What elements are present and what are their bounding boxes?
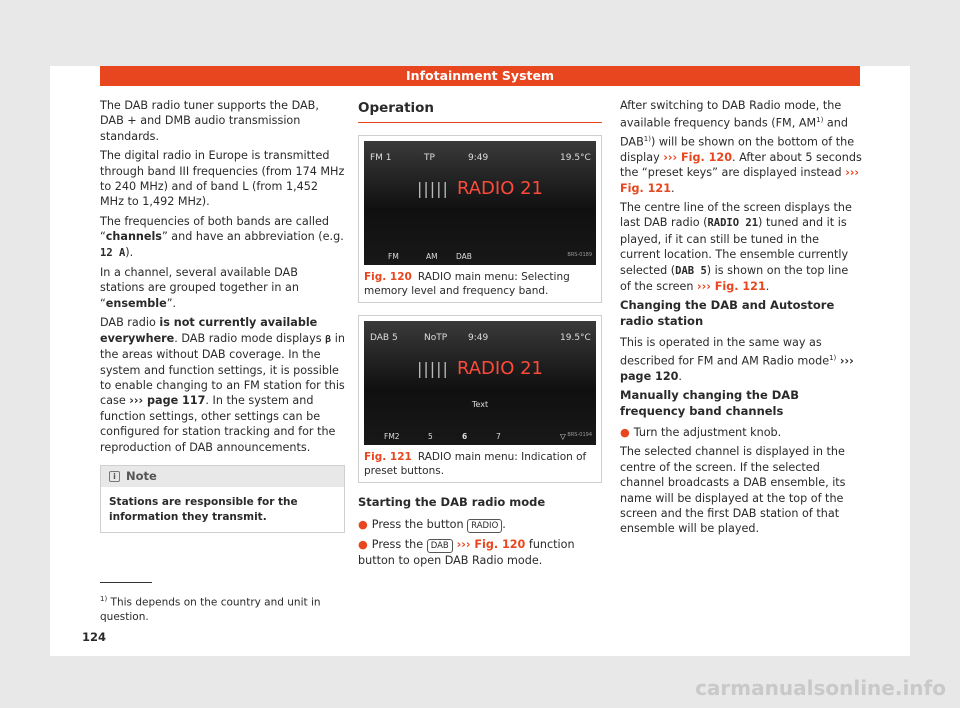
signal-bars-icon: |||||	[416, 179, 449, 199]
dab-key: DAB	[427, 539, 453, 553]
column-middle	[358, 98, 602, 572]
info-icon: i	[109, 471, 120, 482]
subheading: Manually changing the DAB frequency band channels	[620, 388, 799, 418]
station-name: ||||| RADIO 21	[416, 358, 543, 380]
bullet-item: ● Turn the adjustment knob.	[620, 425, 782, 439]
subheading: Changing the DAB and Autostore radio station	[620, 298, 835, 328]
function-buttons: FM AM DAB	[388, 252, 472, 262]
signal-bars-icon: |||||	[416, 359, 449, 379]
radio-screen-image: FM 1 TP 9:49 19.5°C ||||| RADIO 21 FM AM DAB BRS-0189	[364, 141, 596, 265]
subheading: Starting the DAB radio mode	[358, 495, 546, 510]
station-name: ||||| RADIO 21	[416, 178, 543, 200]
footnote-divider	[100, 582, 152, 583]
figure-link[interactable]: ››› Fig. 120	[452, 537, 526, 551]
note-header: i Note	[101, 466, 344, 487]
figure-link[interactable]: ››› Fig. 120	[663, 150, 732, 164]
paragraph: The selected channel is displayed in the centre of the screen. If the selected channel broadcasts a DAB ensemble, its name will be displayed at the top of the screen and the first DAB station of that ensemble will be played.	[620, 445, 846, 536]
paragraph: The frequencies of both bands are called “channels” and have an abbreviation (e.g. 12 A).	[100, 214, 344, 259]
page-link[interactable]: ››› page 117	[129, 394, 206, 408]
figure-caption: Fig. 121 RADIO main menu: Indication of preset buttons.	[364, 451, 587, 477]
no-signal-icon: 𝛃	[325, 333, 332, 345]
page-number: 124	[82, 630, 107, 644]
figure-link[interactable]: ››› Fig. 121	[697, 279, 766, 293]
radio-key: RADIO	[467, 519, 502, 533]
footnote: $^{1)}$ This depends on the country and unit in question.	[100, 595, 321, 623]
bullet-item: ● Press the button RADIO .	[358, 517, 506, 531]
paragraph: In a channel, several available DAB stations are grouped together in an “ensemble”.	[100, 266, 299, 310]
paragraph: DAB radio is not currently available everywhere. DAB radio mode displays 𝛃 in the areas without DAB coverage. In the system and function settings, it is possible to enable changing to an FM station for this case ››› page 117. In the system and function settings, other settings can be configured for station tracking and for the reproduction of DAB announcements.	[100, 316, 345, 454]
chapter-header: Infotainment System	[100, 66, 860, 86]
down-arrow-icon: ▽	[560, 432, 566, 442]
watermark: carmanualsonline.info	[695, 676, 946, 700]
page-link[interactable]: ››› page 120	[620, 354, 854, 383]
paragraph: The DAB radio tuner supports the DAB, DAB + and DMB audio transmission standards.	[100, 99, 319, 143]
paragraph: The digital radio in Europe is transmitted through band III frequencies (from 174 MHz to 240 MHz) and of band L (from 1,452 MHz to 1,492 MHz).	[100, 149, 345, 209]
paragraph: The centre line of the screen displays the last DAB radio (RADIO 21) tuned and it is played, if it can still be tuned in the current location. The ensemble currently selected (DAB 5) is shown on the top line of the screen ››› Fig. 121.	[620, 200, 852, 293]
radio-screen-image: DAB 5 NoTP 9:49 19.5°C ||||| RADIO 21 Text FM2 5 6 7 ▽ BRS-0194	[364, 321, 596, 445]
paragraph: This is operated in the same way as described for FM and AM Radio mode$^{1)}$ ››› page 120.	[620, 336, 854, 383]
section-title: Operation	[358, 98, 602, 123]
figure-link[interactable]: ››› Fig. 121	[620, 166, 860, 195]
bullet-item: ● Press the DAB ››› Fig. 120 function button to open DAB Radio mode.	[358, 537, 575, 567]
preset-buttons: FM2 5 6 7 ▽	[364, 423, 596, 445]
column-left	[100, 98, 345, 533]
note-box	[100, 465, 345, 533]
figure-121	[358, 315, 602, 483]
paragraph: After switching to DAB Radio mode, the available frequency bands (FM, AM$^{1)}$ and DAB$^{1)}$) will be shown on the bottom of the display ››› Fig. 120. After about 5 seconds the “preset keys” are displayed instead ››› Fig. 121.	[620, 99, 862, 195]
figure-caption: Fig. 120 RADIO main menu: Selecting memory level and frequency band.	[364, 271, 570, 297]
figure-120	[358, 135, 602, 303]
note-text: Stations are responsible for the information they transmit.	[109, 496, 298, 523]
column-right	[620, 98, 862, 541]
